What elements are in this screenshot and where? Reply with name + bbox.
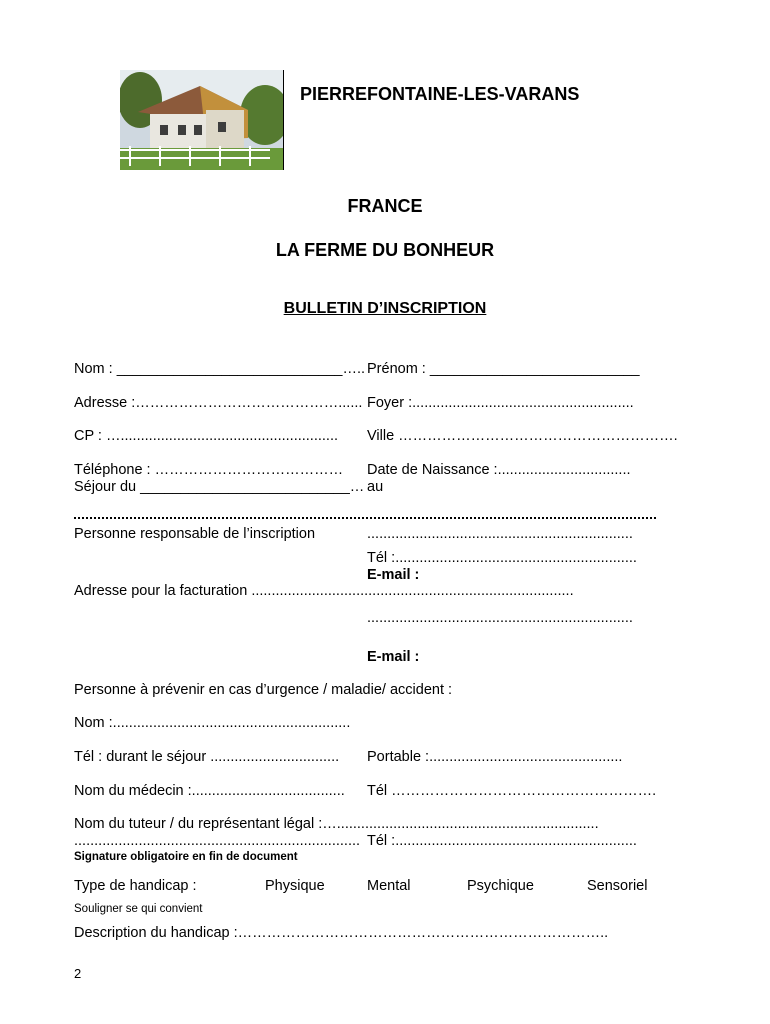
email-responsable-label[interactable]: E-mail : — [367, 567, 420, 583]
handicap-option-psychique[interactable]: Psychique — [467, 878, 534, 894]
page-number: 2 — [74, 966, 82, 981]
date-naissance-field[interactable]: Date de Naissance :................................. — [367, 462, 631, 478]
tel-tuteur-field[interactable]: Tél :............................................................ — [367, 833, 637, 849]
description-handicap-field[interactable]: Description du handicap :………………………………………………………………….. — [74, 925, 609, 941]
souligner-note: Souligner se qui convient — [74, 903, 203, 915]
nom-tuteur-field[interactable]: Nom du tuteur / du représentant légal :…................................................................. — [74, 816, 599, 832]
email-facturation-label[interactable]: E-mail : — [367, 649, 420, 665]
personne-responsable-label: Personne responsable de l’inscription — [74, 526, 316, 542]
town-title: PIERREFONTAINE-LES-VARANS — [300, 84, 580, 104]
sejour-du-field[interactable]: Séjour du __________________________… — [74, 479, 365, 495]
handicap-option-mental[interactable]: Mental — [367, 878, 411, 894]
sejour-au-field[interactable]: au — [367, 479, 384, 495]
foyer-field[interactable]: Foyer :....................................................... — [367, 395, 634, 411]
adresse-facturation-line2[interactable]: .................................................................. — [367, 610, 633, 626]
type-handicap-label: Type de handicap : — [74, 878, 197, 894]
adresse-facturation-field[interactable]: Adresse pour la facturation ................................................................................ — [74, 583, 574, 599]
ville-field[interactable]: Ville …………………………………………………. — [367, 428, 678, 444]
tel-medecin-field[interactable]: Tél ………………………………………………. — [367, 783, 657, 799]
adresse-field[interactable]: Adresse :……………………………………...... — [74, 395, 363, 411]
urgence-title: Personne à prévenir en cas d’urgence / maladie/ accident : — [74, 682, 453, 698]
nom-medecin-field[interactable]: Nom du médecin :...................................... — [74, 783, 345, 799]
urgence-nom-field[interactable]: Nom :........................................................... — [74, 715, 351, 731]
handicap-option-physique[interactable]: Physique — [265, 878, 325, 894]
form-title: BULLETIN D’INSCRIPTION — [283, 300, 487, 317]
farm-house-image — [120, 70, 283, 170]
country-title: FRANCE — [347, 196, 423, 216]
prenom-field[interactable]: Prénom : __________________________ — [367, 361, 640, 377]
personne-responsable-field[interactable]: .................................................................. — [367, 526, 633, 542]
signature-note: Signature obligatoire en fin de document — [74, 851, 298, 863]
farm-name-title: LA FERME DU BONHEUR — [275, 240, 495, 260]
tuteur-line2[interactable]: ....................................................................... — [74, 833, 361, 849]
farm-photo — [120, 70, 283, 170]
tel-responsable-field[interactable]: Tél :............................................................ — [367, 550, 637, 566]
portable-field[interactable]: Portable :................................................ — [367, 749, 623, 765]
handicap-option-sensoriel[interactable]: Sensoriel — [587, 878, 648, 894]
cp-field[interactable]: CP : …...................................................... — [74, 428, 339, 444]
telephone-field[interactable]: Téléphone : ………………………………… — [74, 462, 344, 478]
header-divider — [283, 70, 284, 170]
tel-sejour-field[interactable]: Tél : durant le séjour ................................ — [74, 749, 340, 765]
section-divider-dots — [74, 509, 656, 519]
nom-field[interactable]: Nom : ____________________________….. — [74, 361, 366, 377]
